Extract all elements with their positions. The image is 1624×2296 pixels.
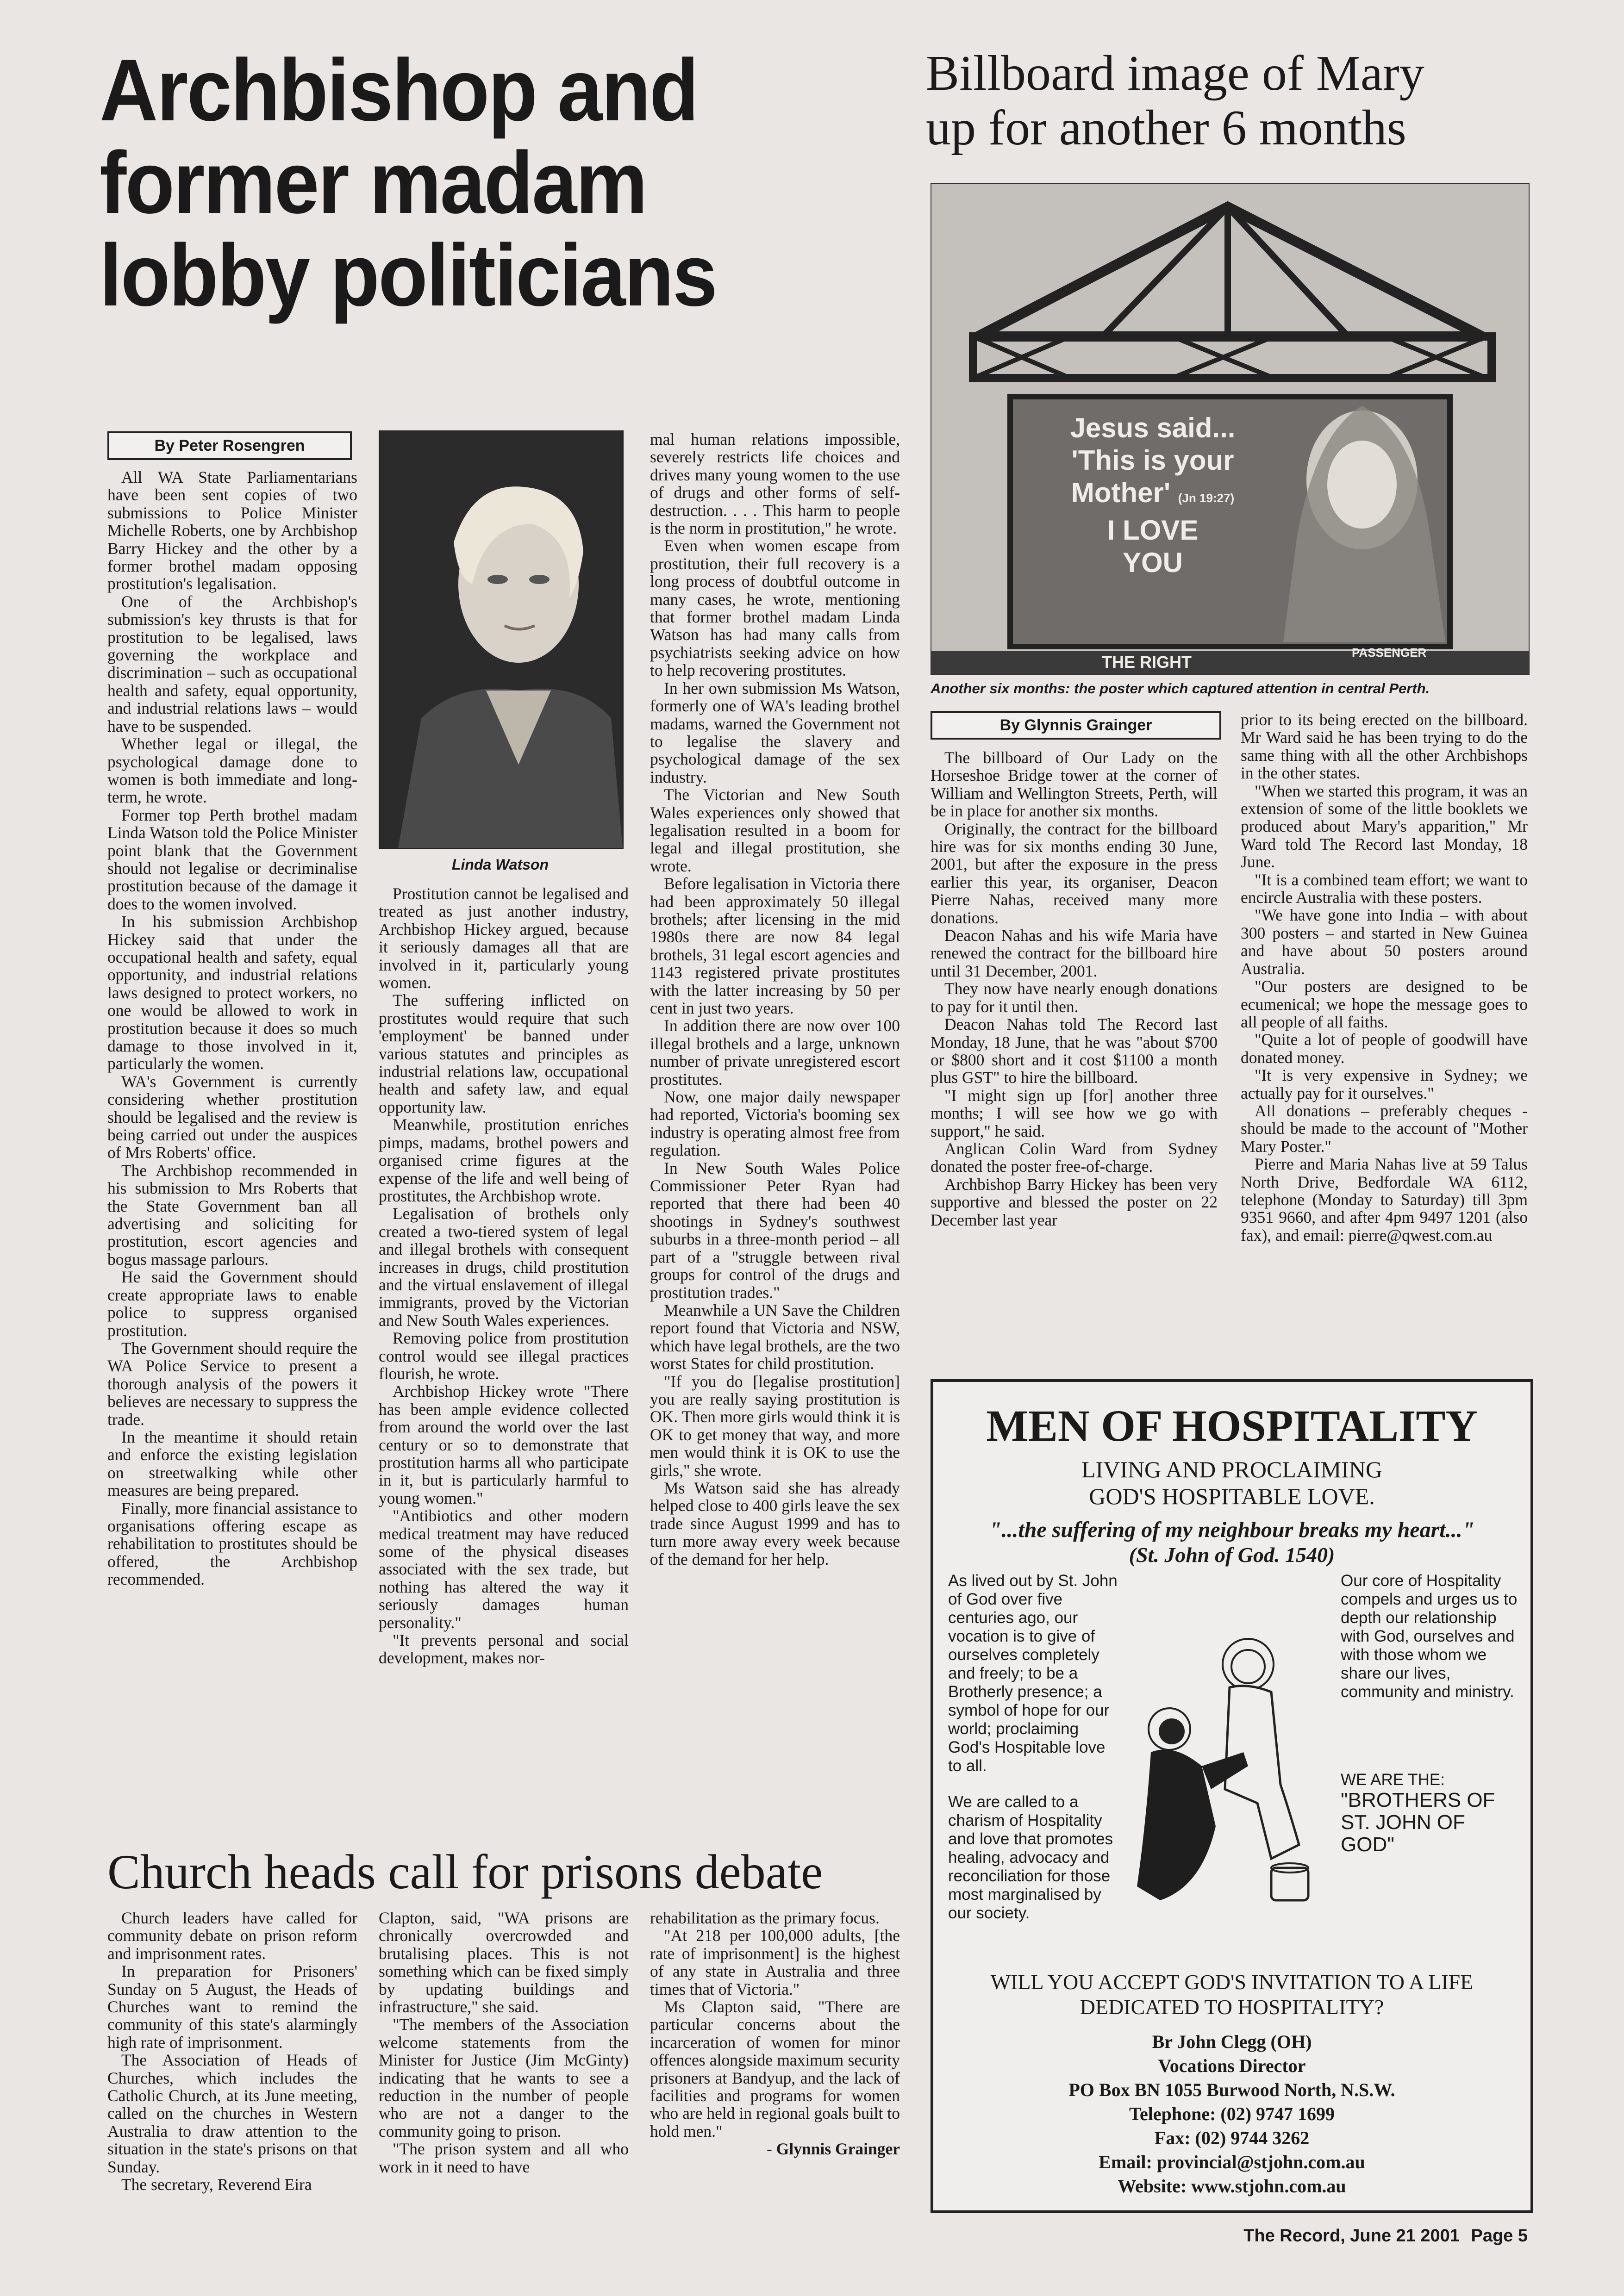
ad-invite-line: DEDICATED TO HOSPITALITY?: [1080, 1995, 1384, 2019]
paragraph: Pierre and Maria Nahas live at 59 Talus North Drive, Bedfordale WA 6112, telephone (Monday to Saturday) till 3pm 9351 9660, and after 4pm 9497 1201 (also fax), and email: pierre@qwest.com.au: [1241, 1155, 1528, 1244]
main-headline-line-2: former madam: [100, 134, 647, 232]
prisons-headline: Church heads call for prisons debate: [107, 1845, 823, 1899]
ad-invite: [933, 1970, 1530, 2020]
paragraph: Archbishop Barry Hickey has been very supportive and blessed the poster on 22 December last year: [931, 1175, 1218, 1229]
contact-email: Email: provincial@stjohn.com.au: [1099, 2152, 1365, 2172]
billboard-line: Mother' (Jn 19:27): [1071, 477, 1235, 508]
paragraph: The suffering inflicted on prostitutes would require that such 'employment' be banned under various statutes and principles as industrial relations law, occupational health and safety law, and equal opportunity law.: [379, 991, 629, 1116]
paragraph: In the meantime it should retain and enforce the existing legislation on streetwalking while other measures are being prepared.: [107, 1427, 357, 1500]
billboard-col-1: [931, 749, 1218, 1229]
linda-watson-caption: Linda Watson: [451, 856, 549, 873]
ad-subtitle-line: LIVING AND PROCLAIMING: [1081, 1456, 1382, 1482]
bottom-sign-left: THE RIGHT: [1102, 653, 1192, 672]
billboard-col-2: [1241, 711, 1528, 1244]
main-article-col-1: [107, 468, 357, 1588]
billboard-line: I LOVE: [1107, 515, 1199, 546]
paragraph: "Quite a lot of people of goodwill have donated money.: [1241, 1030, 1528, 1067]
paragraph: Clapton, said, "WA prisons are chronically overcrowded and brutalising places. This is not something which can be fixed simply by updating buildings and infrastructure," she said.: [379, 1909, 629, 2016]
paragraph: All WA State Parliamentarians have been sent copies of two submissions to Police Minister Michelle Roberts, one by Archbishop Barry Hickey and the other by a former brothel madam opposing prostitution's legalisation.: [107, 468, 357, 593]
main-article-col-3: [650, 430, 900, 1568]
paragraph: WA's Government is currently considering whether prostitution should be legalised and the review is being carried out under the auspices of Mrs Roberts' office.: [107, 1072, 357, 1162]
prisons-signoff: - Glynnis Grainger: [767, 2140, 900, 2159]
paragraph: Now, one major daily newspaper had reported, Victoria's booming sex industry is operating almost free from regulation.: [650, 1088, 900, 1160]
paragraph: rehabilitation as the primary focus.: [650, 1909, 880, 1927]
bottom-sign-right: PASSENGER: [1352, 646, 1427, 660]
paragraph: In New South Wales Police Commissioner Peter Ryan had reported that there had been 40 shootings in Sydney's southwest suburbs in a three-month period – all part of a "struggle between rival groups for control of the drugs and prostitution trades.": [650, 1158, 900, 1302]
billboard-ref: (Jn 19:27): [1178, 491, 1235, 505]
billboard-caption: Another six months: the poster which captured attention in central Perth.: [931, 680, 1430, 697]
billboard-headline-line-1: Billboard image of Mary: [926, 46, 1424, 101]
prisons-col-3: [650, 1909, 900, 2158]
billboard-text: [1032, 412, 1273, 579]
ad-right-brothers: "BROTHERS OF ST. JOHN OF GOD": [1341, 1789, 1495, 1856]
contact-name: Br John Clegg (OH): [1152, 2031, 1312, 2052]
contact-website: Website: www.stjohn.com.au: [1118, 2176, 1346, 2196]
billboard-line: Jesus said...: [1070, 412, 1236, 443]
saint-illustration: [1132, 1627, 1327, 1914]
paragraph: mal human relations impossible, severely restricts life choices and drives many young women to the use of drugs and other forms of self-destruction. . . . This harm to people is the norm in prostitution," he wrote.: [650, 430, 900, 538]
paragraph: Removing police from prostitution control would see illegal practices flourish, he wrote.: [379, 1329, 629, 1383]
page-footer: [1204, 2226, 1528, 2246]
paragraph: Archbishop Hickey wrote "There has been ample evidence collected from around the world over the last century or so to demonstrate that prostitution harms all who participate in it, but is particularly harmful to young women.": [379, 1382, 629, 1507]
paragraph: Meanwhile, prostitution enriches pimps, madams, brothel powers and organised crime figures at the expense of the life and well being of prostitutes, the Archbishop wrote.: [379, 1115, 629, 1205]
paragraph: "It prevents personal and social development, makes nor-: [379, 1631, 629, 1668]
paragraph: "Our posters are designed to be ecumenical; we hope the message goes to all people of all faiths.: [1241, 977, 1528, 1031]
ad-subtitle: [933, 1456, 1530, 1510]
linda-watson-photo: [379, 430, 624, 849]
paragraph: Deacon Nahas told The Record last Monday, 18 June, that he was "about $700 or $800 short and it cost $1100 a month plus GST" to hire the billboard.: [931, 1015, 1218, 1087]
billboard-line: 'This is your: [1071, 445, 1234, 476]
paragraph: Church leaders have called for community debate on prison reform and imprisonment rates.: [107, 1909, 357, 1963]
paragraph: "If you do [legalise prostitution] you are really saying prostitution is OK. Then more girls would think it is OK to get money that way, and more men would think it is OK to use the girls," she wrote.: [650, 1372, 900, 1480]
paragraph: "At 218 per 100,000 adults, [the rate of imprisonment] is the highest of any state in Australia and three times that of Victoria.": [650, 1926, 900, 1998]
paragraph: Meanwhile a UN Save the Children report found that Victoria and NSW, which have legal brothels, are the two worst States for child prostitution.: [650, 1300, 900, 1373]
paragraph: The secretary, Reverend Eira: [121, 2175, 312, 2194]
billboard-headline-line-2: up for another 6 months: [926, 100, 1406, 156]
main-article-col-2: [379, 885, 629, 1667]
paragraph: "When we started this program, it was an extension of some of the little booklets we produced about Mary's apparition," Mr Ward told The Record last Monday, 18 June.: [1241, 781, 1528, 871]
paragraph: Anglican Colin Ward from Sydney donated the poster free-of-charge.: [931, 1139, 1218, 1176]
ad-quote-source: (St. John of God. 1540): [1129, 1543, 1335, 1567]
hospitality-ad: [931, 1379, 1533, 2213]
ad-left-paragraph: As lived out by St. John of God over five centuries ago, our vocation is to give of ourselves completely and freely; to be a Brotherly presence; a symbol of hope for our world; proclaiming God's Hospitable love to all.: [948, 1572, 1118, 1775]
paragraph: "I might sign up [for] another three months; I will see how we go with support," he said.: [931, 1086, 1218, 1140]
paragraph: The Government should require the WA Police Service to present a thorough analysis of the powers it believes are necessary to suppress the trade.: [107, 1338, 357, 1429]
paragraph: Even when women escape from prostitution, their full recovery is a long process of doubtful outcome in many cases, he wrote, mentioning that former brothel madam Linda Watson has had many calls from psychiatrists seeking advice on how to help recovering prostitutes.: [650, 536, 900, 680]
contact-fax: Fax: (02) 9744 3262: [1154, 2128, 1310, 2148]
ad-right-paragraph: Our core of Hospitality compels and urges us to depth our relationship with God, ourselves and with those whom we share our lives, community and ministry.: [1341, 1572, 1518, 1701]
ad-right-text: [1341, 1572, 1521, 1856]
paragraph: Finally, more financial assistance to organisations offering escape as rehabilitation to prostitutes should be offered, the Archbishop recommended.: [107, 1499, 357, 1589]
paragraph: In addition there are now over 100 illegal brothels and a large, unknown number of private unregistered escort prostitutes.: [650, 1016, 900, 1089]
paragraph: In her own submission Ms Watson, formerly one of WA's leading brothel madams, warned the Government not to legalise the slavery and psychological damage of the sex industry.: [650, 678, 900, 786]
contact-role: Vocations Director: [1158, 2055, 1306, 2076]
ad-invite-line: WILL YOU ACCEPT GOD'S INVITATION TO A LIFE: [990, 1970, 1474, 1994]
paragraph: In his submission Archbishop Hickey said that under the occupational health and safety, equal opportunity, and industrial relations laws designed to protect workers, no one would be allowed to work in prostitution because it does so much damage to those involved in it, particularly the women.: [107, 912, 357, 1073]
paragraph: He said the Government should create appropriate laws to enable police to suppress organised prostitution.: [107, 1268, 357, 1340]
paragraph: "It is very expensive in Sydney; we actually pay for it ourselves.": [1241, 1066, 1528, 1102]
ad-right-we-are: WE ARE THE:: [1341, 1771, 1445, 1789]
ad-left-text: [948, 1572, 1119, 1923]
contact-address: PO Box BN 1055 Burwood North, N.S.W.: [1068, 2079, 1395, 2100]
paragraph: "The members of the Association welcome statements from the Minister for Justice (Jim McGinty) indicating that he wants to see a reduction in the number of people who are not a danger to the community going to prison.: [379, 2015, 629, 2140]
paragraph: "The prison system and all who work in it need to have: [379, 2140, 629, 2176]
paragraph: The Archbishop recommended in his submission to Mrs Roberts that the State Government ban all advertising and soliciting for prostitution, escort agencies and bogus massage parlours.: [107, 1161, 357, 1269]
footer-publication: The Record, June 21 2001: [1243, 2226, 1460, 2246]
ad-subtitle-line: GOD'S HOSPITABLE LOVE.: [1089, 1483, 1375, 1509]
footer-page-number: Page 5: [1471, 2226, 1528, 2246]
paragraph: All donations – preferably cheques - should be made to the account of "Mother Mary Poster.": [1241, 1101, 1528, 1156]
paragraph: "Antibiotics and other modern medical treatment may have reduced some of the physical diseases associated with the sex trade, but nothing has altered the way it seriously damages human personality.": [379, 1506, 629, 1632]
paragraph: prior to its being erected on the billboard. Mr Ward said he has been trying to do the same thing with all the other Archbishops in the other states.: [1241, 710, 1528, 783]
billboard-line: YOU: [1122, 547, 1183, 578]
paragraph: In preparation for Prisoners' Sunday on 5 August, the Heads of Churches want to remind the community of this state's alarmingly high rate of imprisonment.: [107, 1962, 357, 2052]
paragraph: The Association of Heads of Churches, which includes the Catholic Church, at its June meeting, called on the churches in Western Australia to draw attention to the situation in the state's prisons on that Sunday.: [107, 2051, 357, 2176]
paragraph: The billboard of Our Lady on the Horseshoe Bridge tower at the corner of William and Wellington Streets, Perth, will be in place for another six months.: [931, 748, 1218, 821]
ad-quote: "...the suffering of my neighbour breaks my heart...": [989, 1518, 1475, 1542]
paragraph: They now have nearly enough donations to pay for it until then.: [931, 979, 1218, 1016]
main-headline-line-1: Archbishop and: [100, 41, 698, 139]
paragraph: Former top Perth brothel madam Linda Watson told the Police Minister point blank that the Government should not legalise or decriminalise prostitution because of the damage it does to the women involved.: [107, 805, 357, 913]
paragraph: Whether legal or illegal, the psychological damage done to women is both immediate and long-term, he wrote.: [107, 734, 357, 807]
main-headline: [100, 41, 849, 324]
paragraph: The Victorian and New South Wales experiences only showed that legalisation resulted in a boom for legal and illegal prostitution, she wrote.: [650, 785, 900, 875]
ad-left-paragraph: We are called to a charism of Hospitality and love that promotes healing, advocacy and reconciliation for those most marginalised by our society.: [948, 1793, 1113, 1922]
paragraph: "We have gone into India – with about 300 posters – and started in New Guinea and have about 50 posters around Australia.: [1241, 906, 1528, 978]
paragraph: Legalisation of brothels only created a two-tiered system of legal and illegal brothels with consequent increases in drugs, child prostitution and the virtual enslavement of illegal immigrants, proved by the Victorian and New South Wales experiences.: [379, 1204, 629, 1330]
contact-phone: Telephone: (02) 9747 1699: [1129, 2103, 1335, 2124]
billboard-headline: [926, 46, 1528, 156]
paragraph: Deacon Nahas and his wife Maria have renewed the contract for the billboard hire until 31 December, 2001.: [931, 926, 1218, 980]
main-headline-line-3: lobby politicians: [100, 226, 717, 324]
billboard-byline: By Glynnis Grainger: [931, 711, 1221, 740]
ad-title: MEN OF HOSPITALITY: [986, 1401, 1478, 1450]
paragraph: Ms Watson said she has already helped close to 400 girls leave the sex trade since August 1999 and has to turn more away every week because of the demand for her help.: [650, 1478, 900, 1568]
prisons-col-2: [379, 1909, 629, 2176]
prisons-col-1: [107, 1909, 357, 2194]
paragraph: Before legalisation in Victoria there had been approximately 50 illegal brothels; after licensing in the mid 1980s there are now 84 legal brothels, 31 legal escort agencies and 1143 registered private prostitutes with the latter increasing by 50 per cent in just two years.: [650, 874, 900, 1017]
paragraph: "It is a combined team effort; we want to encircle Australia with these posters.: [1241, 870, 1528, 907]
main-byline: By Peter Rosengren: [107, 431, 352, 460]
paragraph: Originally, the contract for the billboard hire was for six months ending 30 June, 2001, but after the exposure in the press earlier this year, its organiser, Deacon Pierre Nahas, received many more donations.: [931, 819, 1218, 927]
paragraph: One of the Archbishop's submission's key thrusts is that for prostitution to be legalised, laws governing the workplace and discrimination – such as occupational health and safety, equal opportunity, and industrial relations laws – would have to be suspended.: [107, 592, 357, 735]
paragraph: Ms Clapton said, "There are particular concerns about the incarceration of women for minor offences alongside maximum security prisoners at Bandyup, and the lack of facilities and programs for women who are held in regional goals built to hold men.": [650, 1997, 900, 2140]
paragraph: Prostitution cannot be legalised and treated as just another industry, Archbishop Hickey argued, because it seriously damages all that are involved in it, particularly young women.: [379, 884, 629, 992]
ad-contact: [933, 2030, 1530, 2198]
